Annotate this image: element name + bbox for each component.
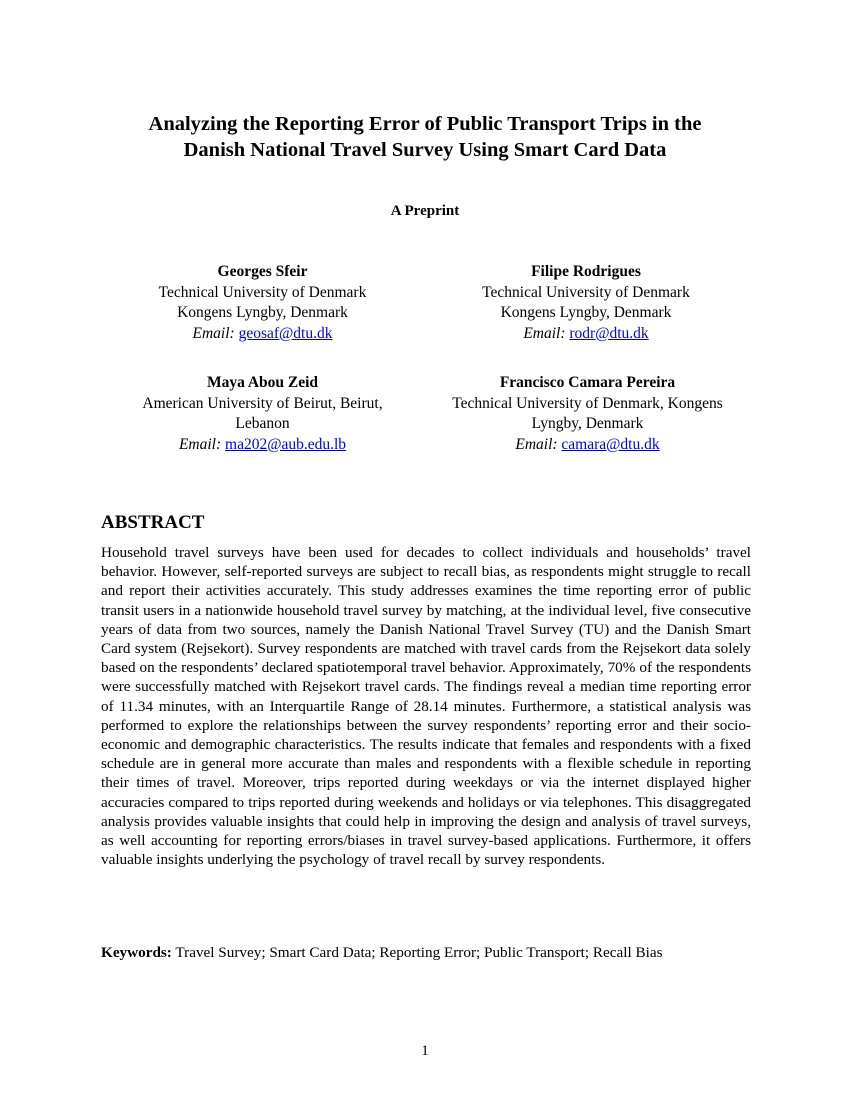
author-affiliation: Technical University of Denmark bbox=[482, 283, 690, 301]
author-email-line bbox=[450, 324, 722, 345]
author-email-line bbox=[435, 435, 740, 456]
abstract-body: Household travel surveys have been used for decades to collect individuals and households’ travel behavior. However, self-reported surveys are subject to recall bias, as respondents might struggle to recall and report their activities accurately. This study addresses examines the time reporting error of public transit users in a nationwide household travel survey by matching, at the individual level, five consecutive years of data from two sources, namely the Danish National Travel Survey (TU) and the Danish Smart Card system (Rejsekort). Survey respondents are matched with travel cards from the Rejsekort data solely based on the respondents’ declared spatiotemporal travel behavior. Approximately, 70% of the respondents were successfully matched with Rejsekort travel cards. The findings reveal a median time reporting error of 11.34 minutes, with an Interquartile Range of 28.14 minutes. Furthermore, a statistical analysis was performed to explore the relationships between the survey respondents’ reporting error and their socio-economic and demographic characteristics. The results indicate that females and respondents with a fixed schedule are in general more accurate than males and respondents with a flexible schedule in reporting their times of travel. Moreover, trips reported during weekdays or via the internet displayed higher accuracies compared to trips reported during weekends and holidays or via telephones. This disaggregated analysis provides valuable insights that could help in improving the design and analysis of travel surveys, as well accounting for reporting errors/biases in travel survey-based applications. Furthermore, it offers valuable insights underlying the psychology of travel recall by survey respondents. bbox=[101, 544, 751, 869]
author-location: Lyngby, Denmark bbox=[531, 415, 644, 432]
author-block-georges-sfeir bbox=[130, 262, 395, 344]
author-email-link[interactable]: ma202@aub.edu.lb bbox=[225, 435, 347, 453]
email-label: Email: bbox=[178, 435, 222, 453]
author-block-maya-abou-zeid bbox=[130, 373, 395, 455]
author-block-francisco-camara-pereira bbox=[435, 373, 740, 455]
keywords-label: Keywords: bbox=[101, 944, 172, 961]
author-location: Lebanon bbox=[235, 415, 290, 432]
author-location: Kongens Lyngby, Denmark bbox=[177, 304, 348, 321]
author-name: Francisco Camara Pereira bbox=[499, 374, 676, 391]
page-number: 1 bbox=[421, 1043, 429, 1059]
paper-title-line-1: Analyzing the Reporting Error of Public Transport Trips in the bbox=[148, 113, 702, 135]
keywords-text: Travel Survey; Smart Card Data; Reporting Error; Public Transport; Recall Bias bbox=[175, 944, 663, 961]
author-email-line bbox=[130, 324, 395, 345]
author-email-link[interactable]: rodr@dtu.dk bbox=[569, 324, 649, 342]
author-location: Kongens Lyngby, Denmark bbox=[500, 304, 672, 321]
author-affiliation: American University of Beirut, Beirut, bbox=[142, 394, 383, 412]
email-label: Email: bbox=[192, 324, 235, 342]
author-email-line bbox=[130, 435, 395, 456]
email-label: Email: bbox=[515, 435, 558, 453]
author-block-filipe-rodrigues bbox=[450, 262, 722, 344]
author-affiliation: Technical University of Denmark bbox=[158, 283, 367, 301]
email-label: Email: bbox=[523, 324, 566, 342]
author-name: Filipe Rodrigues bbox=[531, 263, 641, 280]
preprint-label: A Preprint bbox=[390, 203, 460, 219]
author-name: Georges Sfeir bbox=[217, 263, 308, 280]
author-email-link[interactable]: camara@dtu.dk bbox=[561, 435, 660, 453]
author-name: Maya Abou Zeid bbox=[206, 374, 319, 391]
keywords-line bbox=[101, 944, 751, 962]
author-affiliation: Technical University of Denmark, Kongens bbox=[452, 394, 723, 412]
paper-title-line-2: Danish National Travel Survey Using Smart Card Data bbox=[183, 139, 667, 161]
paper-title bbox=[100, 111, 750, 163]
author-email-link[interactable]: geosaf@dtu.dk bbox=[238, 324, 333, 342]
abstract-heading: ABSTRACT bbox=[101, 512, 205, 533]
